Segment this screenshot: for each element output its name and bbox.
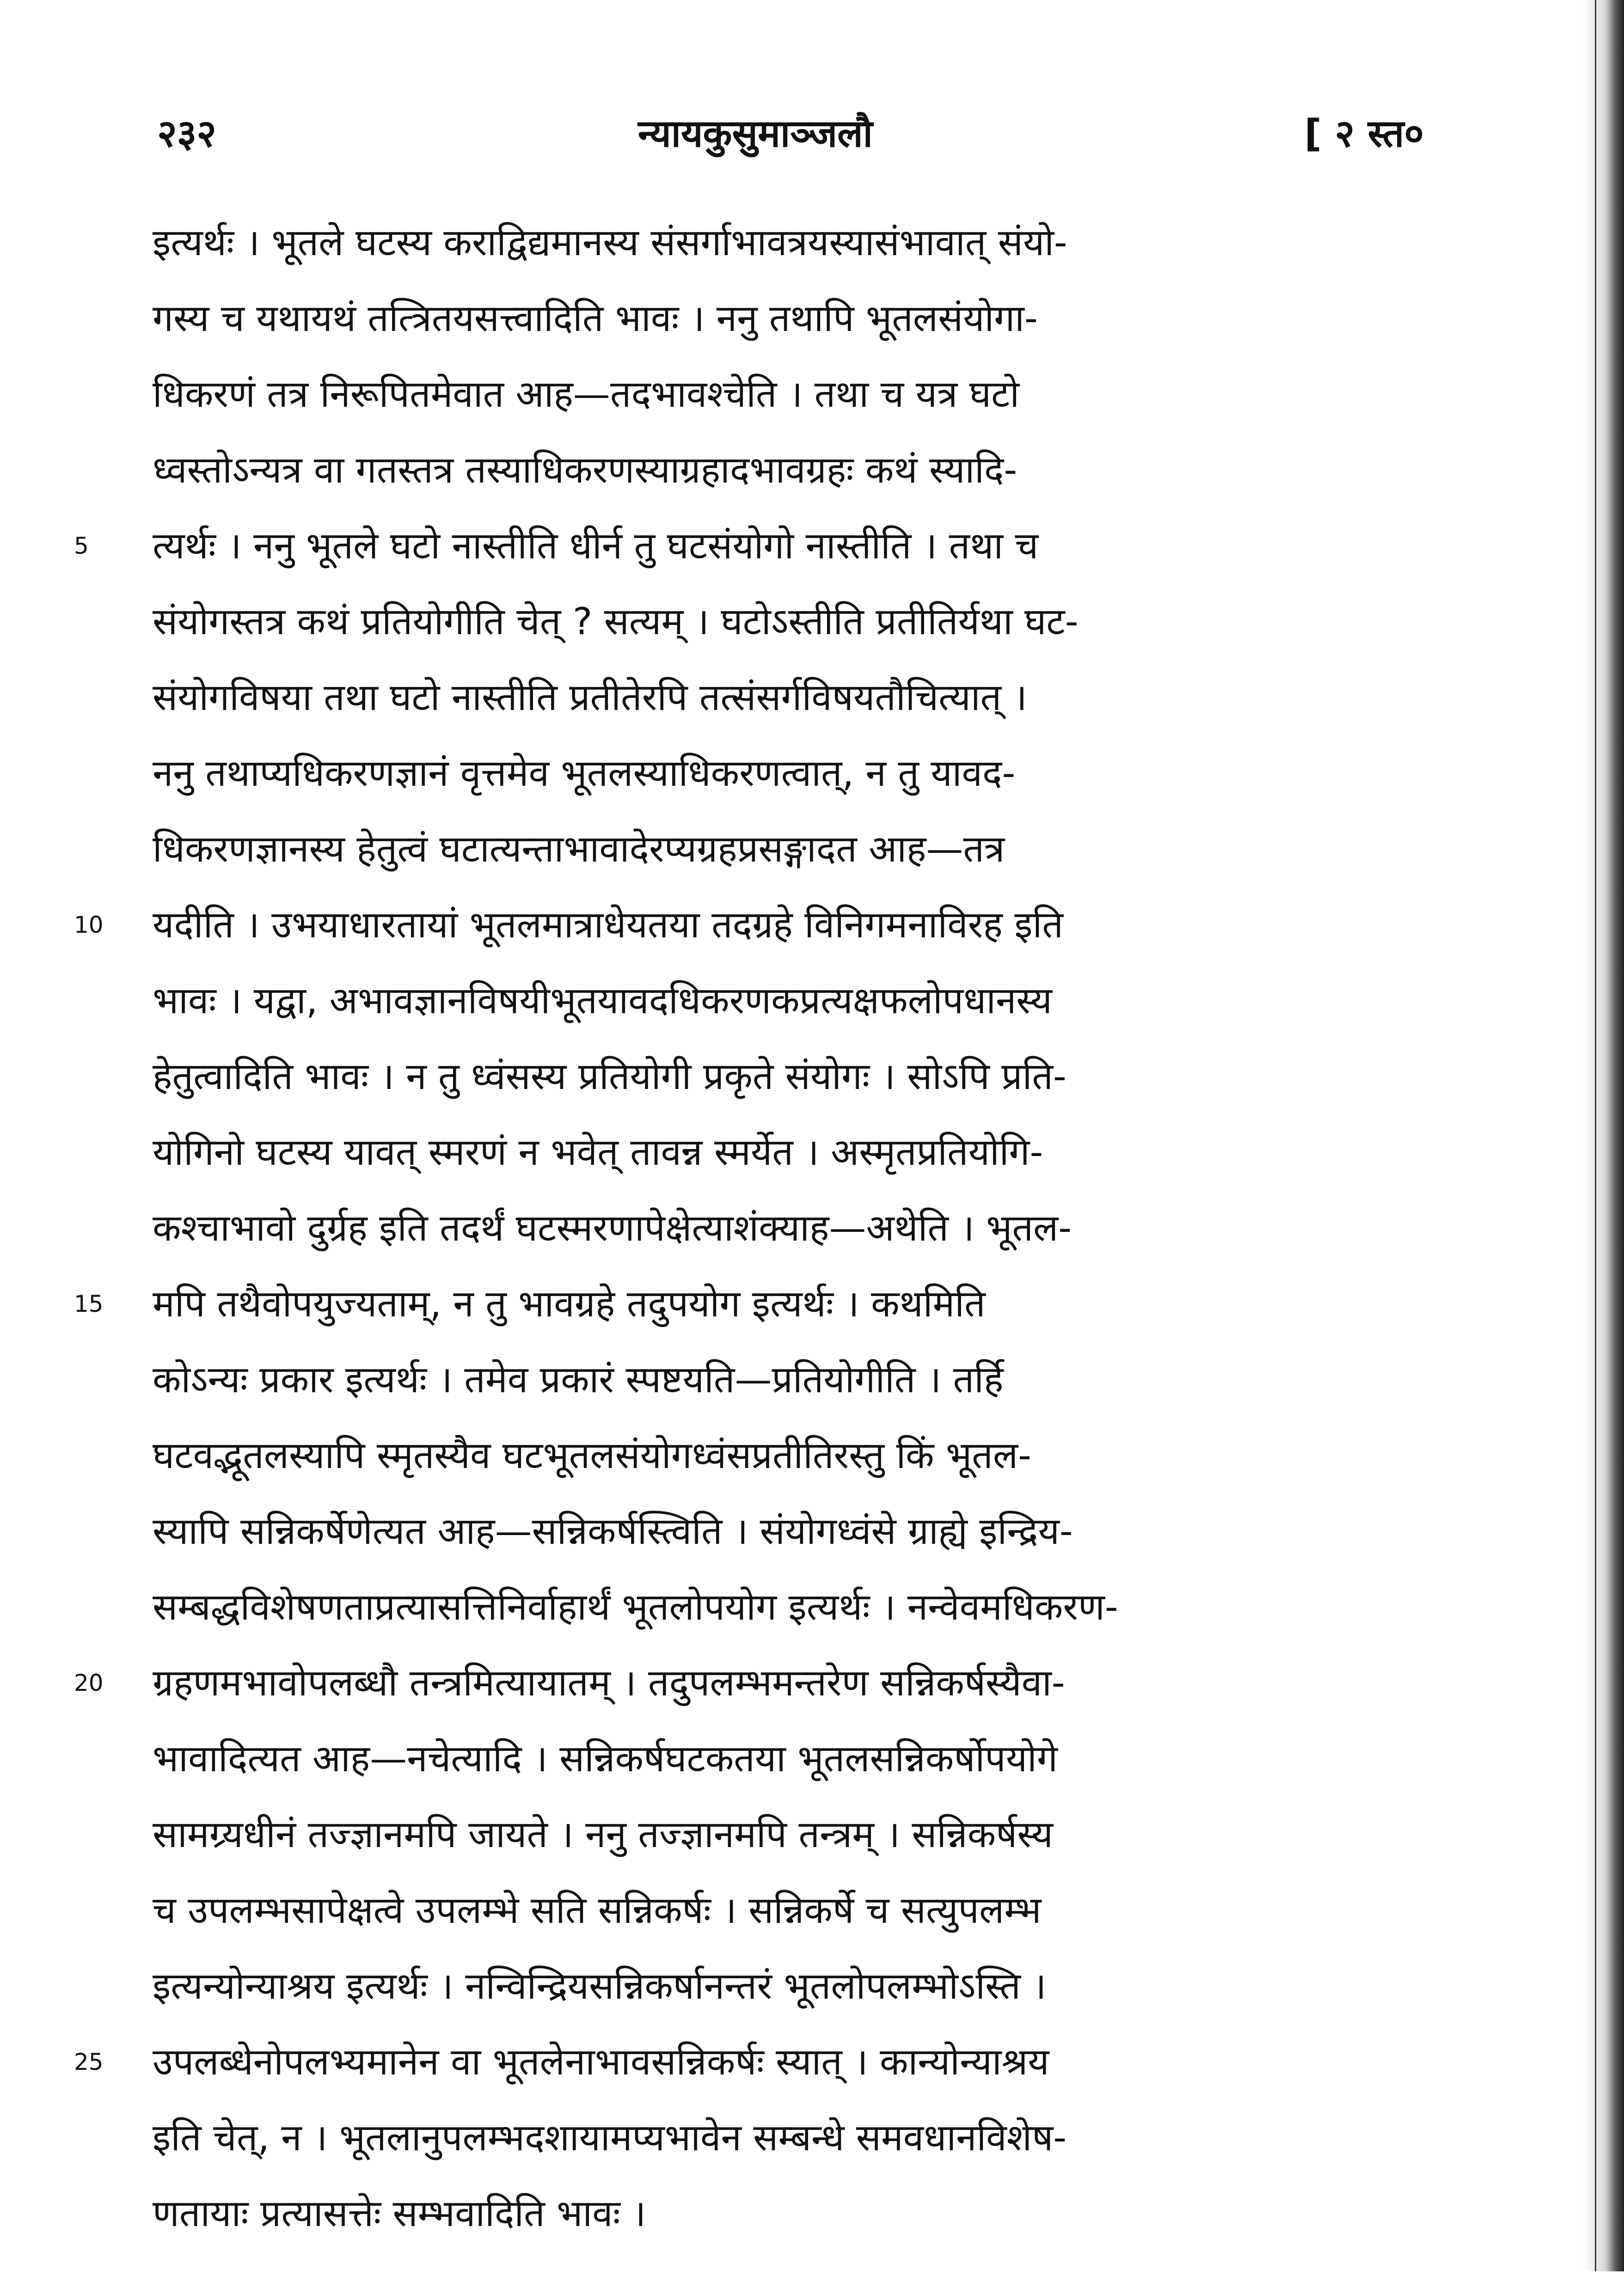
section-marker: [ २ स्त० — [1304, 112, 1424, 156]
line-number: 10 — [74, 912, 104, 938]
text-line: घटवद्भूतलस्यापि स्मृतस्यैव घटभूतलसंयोगध्वंसप्रतीतिरस्तु किं भूतल- — [153, 1434, 1031, 1477]
text-line: योगिनो घटस्य यावत् स्मरणं न भवेत् तावन्न स्मर्येत । अस्मृतप्रतियोगि- — [153, 1131, 1043, 1174]
text-line: च उपलम्भसापेक्षत्वे उपलम्भे सति सन्निकर्षः । सन्निकर्षे च सत्युपलम्भ — [153, 1889, 1042, 1932]
text-line: इत्यन्योन्याश्रय इत्यर्थः । नन्विन्द्रियसन्निकर्षानन्तरं भूतलोपलम्भोऽस्ति । — [153, 1964, 1047, 2007]
text-line: संयोगस्तत्र कथं प्रतियोगीति चेत् ? सत्यम् । घटोऽस्तीति प्रतीतिर्यथा घट- — [153, 600, 1079, 643]
text-line: त्यर्थः । ननु भूतले घटो नास्तीति धीर्न तु घटसंयोगो नास्तीति । तथा च — [153, 524, 1039, 567]
text-line: भावादित्यत आह—नचेत्यादि । सन्निकर्षघटकतया भूतलसन्निकर्षोपयोगे — [153, 1737, 1058, 1780]
text-line: यदीति । उभयाधारतायां भूतलमात्राधेयतया तदग्रहे विनिगमनाविरह इति — [153, 903, 1063, 946]
text-line: इत्यर्थः । भूतले घटस्य कराद्विद्यमानस्य संसर्गाभावत्रयस्यासंभावात् संयो- — [153, 221, 1067, 264]
text-line: कश्चाभावो दुर्ग्रह इति तदर्थं घटस्मरणापेक्षेत्याशंक्याह—अथेति । भूतल- — [153, 1206, 1072, 1249]
text-line: धिकरणं तत्र निरूपितमेवात आह—तदभावश्चेति । तथा च यत्र घटो — [153, 373, 1020, 416]
line-number: 5 — [74, 532, 89, 559]
line-number: 20 — [74, 1670, 104, 1696]
line-number: 25 — [74, 2049, 104, 2075]
running-title: न्यायकुसुमाञ्जलौ — [638, 112, 873, 156]
text-line: मपि तथैवोपयुज्यताम्, न तु भावग्रहे तदुपयोग इत्यर्थः । कथमिति — [153, 1282, 986, 1325]
page-header — [157, 106, 1424, 171]
text-line: सम्बद्धविशेषणताप्रत्यासत्तिनिर्वाहार्थं भूतलोपयोग इत्यर्थः । नन्वेवमधिकरण- — [153, 1585, 1118, 1628]
text-line: गस्य च यथायथं तत्त्रितयसत्त्वादिति भावः । ननु तथापि भूतलसंयोगा- — [153, 297, 1038, 340]
text-line: ननु तथाप्यधिकरणज्ञानं वृत्तमेव भूतलस्याधिकरणत्वात्, न तु यावद- — [153, 752, 1016, 795]
page-number: २३२ — [157, 112, 216, 156]
page-edge-shadow — [1582, 0, 1624, 2271]
text-line: णतायाः प्रत्यासत्तेः सम्भवादिति भावः । — [153, 2192, 646, 2235]
text-line: उपलब्धेनोपलभ्यमानेन वा भूतलेनाभावसन्निकर्षः स्यात् । कान्योन्याश्रय — [153, 2040, 1049, 2083]
line-number: 15 — [74, 1291, 104, 1317]
text-line: कोऽन्यः प्रकार इत्यर्थः । तमेव प्रकारं स्पष्टयति—प्रतियोगीति । तर्हि — [153, 1358, 1004, 1401]
text-line: हेतुत्वादिति भावः । न तु ध्वंसस्य प्रतियोगी प्रकृते संयोगः । सोऽपि प्रति- — [153, 1055, 1066, 1098]
text-line: ध्वस्तोऽन्यत्र वा गतस्तत्र तस्याधिकरणस्याग्रहादभावग्रहः कथं स्यादि- — [153, 448, 1017, 491]
text-line: ग्रहणमभावोपलब्धौ तन्त्रमित्यायातम् । तदुपलम्भमन्तरेण सन्निकर्षस्यैवा- — [153, 1661, 1065, 1704]
text-line: भावः । यद्वा, अभावज्ञानविषयीभूतयावदधिकरणकप्रत्यक्षफलोपधानस्य — [153, 979, 1052, 1022]
text-line: संयोगविषया तथा घटो नास्तीति प्रतीतेरपि तत्संसर्गविषयतौचित्यात् । — [153, 676, 1027, 719]
text-line: इति चेत्, न । भूतलानुपलम्भदशायामप्यभावेन सम्बन्धे समवधानविशेष- — [153, 2116, 1067, 2159]
text-line: सामग्र्यधीनं तज्ज्ञानमपि जायते । ननु तज्ज्ञानमपि तन्त्रम् । सन्निकर्षस्य — [153, 1813, 1053, 1856]
page-edge-line — [1595, 0, 1596, 2271]
text-line: धिकरणज्ञानस्य हेतुत्वं घटात्यन्ताभावादेरप्यग्रहप्रसङ्गादत आह—तत्र — [153, 827, 1005, 870]
text-line: स्यापि सन्निकर्षेणेत्यत आह—सन्निकर्षस्त्विति । संयोगध्वंसे ग्राह्ये इन्द्रिय- — [153, 1510, 1073, 1553]
